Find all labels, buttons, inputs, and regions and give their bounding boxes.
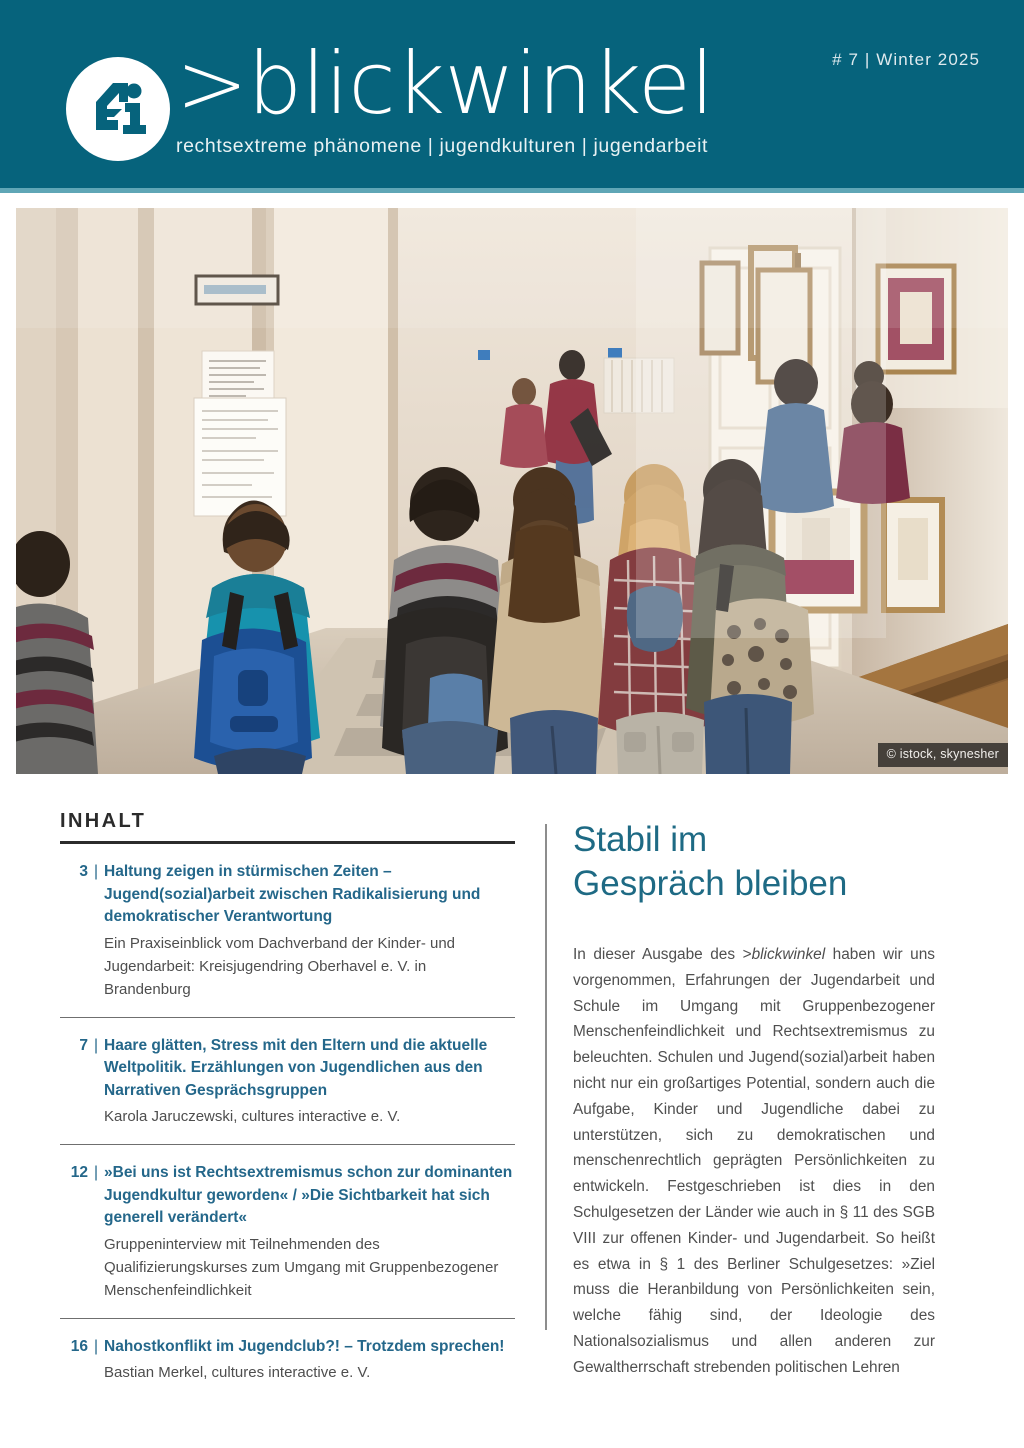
toc-entry-head [60, 1162, 515, 1230]
toc-entry-subtitle: Bastian Merkel, cultures interactive e. V. [104, 1364, 371, 1381]
toc-entry-title[interactable]: »Bei uns ist Rechtsextremismus schon zur dominanten Jugendkultur geworden« / »Die Sichtbarkeit hat sich generell verändert« [104, 1164, 513, 1226]
toc-entry-subtitle: Karola Jaruczewski, cultures interactive e. V. [104, 1108, 401, 1125]
article-title-line-2: Gespräch bleiben [573, 864, 848, 903]
toc-page-number: 16 [70, 1337, 88, 1355]
toc-entry-subtitle: Ein Praxiseinblick vom Dachverband der Kinder- und Jugendarbeit: Kreisjugendring Oberhavel e. V. in Brandenburg [104, 934, 456, 998]
cover-photo [16, 208, 1008, 774]
editorial-body-part-1: In dieser Ausgabe des > [573, 946, 752, 963]
toc-entry-title[interactable]: Haltung zeigen in stürmischen Zeiten – Jugend(sozial)arbeit zwischen Radikalisierung und demokratischer Verantwortung [104, 863, 481, 925]
masthead [0, 0, 1024, 188]
wordmark [176, 36, 776, 158]
editorial-column [573, 800, 935, 1396]
table-of-contents [60, 800, 515, 1400]
toc-heading: INHALT [60, 810, 147, 832]
masthead-accent-rule [0, 188, 1024, 193]
list-item[interactable] [60, 844, 515, 1017]
issue-label: # 7 | Winter 2025 [832, 50, 980, 69]
editorial-body-italic: blickwinkel [751, 946, 826, 963]
page-title [573, 818, 935, 906]
editorial-body-part-2: haben wir uns vorgenommen, Erfahrungen der Jugendarbeit und Schule im Umgang mit Gruppenbezogener Menschenfeindlichkeit und Rechtsextremismus zu beleuchten. Schulen und Jugend(sozial)arbeit haben nicht nur ein großartiges Potential, sondern auch die Aufgabe, Kinder und Jugendliche dabei zu unterstützen, sich zu demokratischen und menschenrechtlich geprägten Persönlichkeiten zu entwickeln. Festgeschrieben ist dies in den Schulgesetzen der Länder wie auch in § 11 des SGB VIII zur offenen Kinder- und Jugendarbeit. So heißt es etwa in § 1 des Berliner Schulgesetzes: »Ziel muss die Heranbildung von Persönlichkeiten sein, welche fähig sind, der Ideologie des Nationalsozialismus und allen anderen zur Gewaltherrschaft strebenden politischen Lehren [573, 946, 935, 1376]
toc-entry-head [60, 1336, 515, 1359]
list-item[interactable] [60, 1144, 515, 1318]
toc-separator: | [93, 1164, 99, 1181]
editorial-body [573, 942, 935, 1381]
toc-entry-head [60, 861, 515, 929]
toc-page-number: 12 [70, 1164, 88, 1181]
toc-separator: | [93, 863, 99, 880]
toc-entry-subtitle: Gruppeninterview mit Teilnehmenden des Qualifizierungskurses zum Umgang mit Gruppenbezogener Menschenfeindlichkeit [104, 1235, 499, 1299]
toc-list [60, 844, 515, 1400]
toc-entry-title[interactable]: Nahostkonflikt im Jugendclub?! – Trotzdem sprechen! [104, 1337, 505, 1355]
column-divider [545, 824, 547, 1330]
toc-separator: | [93, 1337, 99, 1355]
article-title-line-1: Stabil im [573, 820, 708, 859]
toc-page-number: 3 [79, 863, 88, 880]
wordmark-tagline: rechtsextreme phänomene | jugendkulturen | jugendarbeit [176, 135, 709, 157]
toc-separator: | [93, 1036, 99, 1054]
photo-credit: © istock, skynesher [878, 743, 1008, 767]
cover-photo-illustration [16, 208, 1008, 774]
ci-logo-icon [66, 57, 170, 161]
wordmark-title: >blickwinkel [176, 34, 714, 134]
toc-entry-title[interactable]: Haare glätten, Stress mit den Eltern und die aktuelle Weltpolitik. Erzählungen von Jugendlichen aus den Narrativen Gesprächsgruppen [104, 1036, 488, 1099]
ci-monogram-icon [66, 57, 170, 161]
toc-page-number: 7 [79, 1036, 88, 1054]
list-item[interactable] [60, 1017, 515, 1145]
toc-entry-head [60, 1035, 515, 1103]
list-item[interactable] [60, 1318, 515, 1401]
